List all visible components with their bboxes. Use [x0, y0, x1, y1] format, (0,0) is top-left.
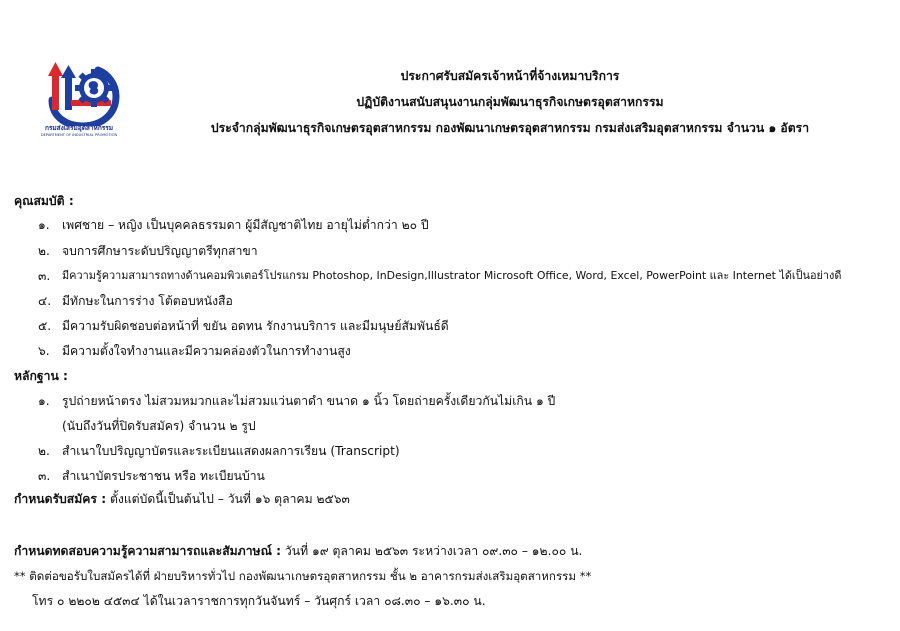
qualifications-heading: คุณสมบัติ :: [14, 194, 74, 208]
logo-name-en: DEPARTMENT OF INDUSTRIAL PROMOTION: [40, 133, 118, 137]
logo-caption: [38, 125, 120, 139]
qualification-item: มีความรู้ความสามารถทางด้านคอมพิวเตอร์โปรแกรม Photoshop, InDesign,Illustrator Microsoft Office, Word, Excel, PowerPoint และ Internet ได้เป็นอย่างดี: [62, 269, 842, 282]
qualification-number: ๑.: [38, 218, 50, 232]
evidence-number: ๑.: [38, 394, 50, 408]
evidence-heading: หลักฐาน :: [14, 369, 68, 383]
exam-schedule: [14, 543, 582, 559]
evidence-item: รูปถ่ายหน้าตรง ไม่สวมหมวกและไม่สวมแว่นตาดำ ขนาด ๑ นิ้ว โดยถ่ายครั้งเดียวกันไม่เกิน ๑ ปี: [62, 394, 556, 408]
evidence-number: ๒.: [38, 444, 50, 458]
qualification-item: มีความรับผิดชอบต่อหน้าที่ ขยัน อดทน รักงานบริการ และมีมนุษย์สัมพันธ์ดี: [62, 319, 449, 333]
logo-name-th: กรมส่งเสริมอุตสาหกรรม: [44, 124, 114, 132]
exam-value: วันที่ ๑๙ ตุลาคม ๒๕๖๓ ระหว่างเวลา ๐๙.๓๐ – ๑๒.๐๐ น.: [281, 544, 583, 558]
deadline-label: กำหนดรับสมัคร :: [14, 492, 107, 506]
application-deadline: [14, 491, 350, 507]
qualification-number: ๖.: [38, 344, 50, 358]
qualification-number: ๒.: [38, 244, 50, 258]
qualification-item: เพศชาย – หญิง เป็นบุคคลธรรมดา ผู้มีสัญชาติไทย อายุไม่ต่ำกว่า ๒๐ ปี: [62, 218, 429, 232]
qualification-number: ๔.: [38, 294, 52, 308]
header-line-3: ประจำกลุ่มพัฒนาธุรกิจเกษตรอุตสาหกรรม กองพัฒนาเกษตรอุตสาหกรรม กรมส่งเสริมอุตสาหกรรม จำนวน ๑ อัตรา: [210, 121, 810, 135]
evidence-item: สำเนาบัตรประชาชน หรือ ทะเบียนบ้าน: [62, 469, 265, 483]
evidence-item-continuation: (นับถึงวันที่ปิดรับสมัคร) จำนวน ๒ รูป: [62, 419, 256, 433]
qualification-item: มีความตั้งใจทำงานและมีความคล่องตัวในการทำงานสูง: [62, 344, 351, 358]
qualification-number: ๓.: [38, 269, 51, 283]
evidence-item: สำเนาใบปริญญาบัตรและระเบียนแสดงผลการเรียน (Transcript): [62, 444, 400, 458]
qualification-item: จบการศึกษาระดับปริญญาตรีทุกสาขา: [62, 244, 258, 258]
contact-line-2: โทร ๐ ๒๒๐๒ ๔๕๓๔ ได้ในเวลาราชการทุกวันจันทร์ – วันศุกร์ เวลา ๐๘.๓๐ – ๑๖.๓๐ น.: [32, 594, 486, 608]
contact-line-1: ** ติดต่อขอรับใบสมัครได้ที่ ฝ่ายบริหารทั่วไป กองพัฒนาเกษตรอุตสาหกรรม ชั้น ๒ อาคารกรมส่งเสริมอุตสาหกรรม **: [14, 569, 592, 583]
department-logo: [38, 60, 120, 144]
dip-emblem-icon: [38, 60, 120, 126]
deadline-value: ตั้งแต่บัดนี้เป็นต้นไป – วันที่ ๑๖ ตุลาคม ๒๕๖๓: [106, 492, 350, 506]
evidence-number: ๓.: [38, 469, 51, 483]
qualification-item: มีทักษะในการร่าง โต้ตอบหนังสือ: [62, 294, 233, 308]
exam-label: กำหนดทดสอบความรู้ความสามารถและสัมภาษณ์ :: [14, 544, 282, 558]
qualification-number: ๕.: [38, 319, 52, 333]
header-line-2: ปฏิบัติงานสนับสนุนงานกลุ่มพัฒนาธุรกิจเกษตรอุตสาหกรรม: [356, 95, 664, 109]
header-line-1: ประกาศรับสมัครเจ้าหน้าที่จ้างเหมาบริการ: [400, 69, 620, 83]
